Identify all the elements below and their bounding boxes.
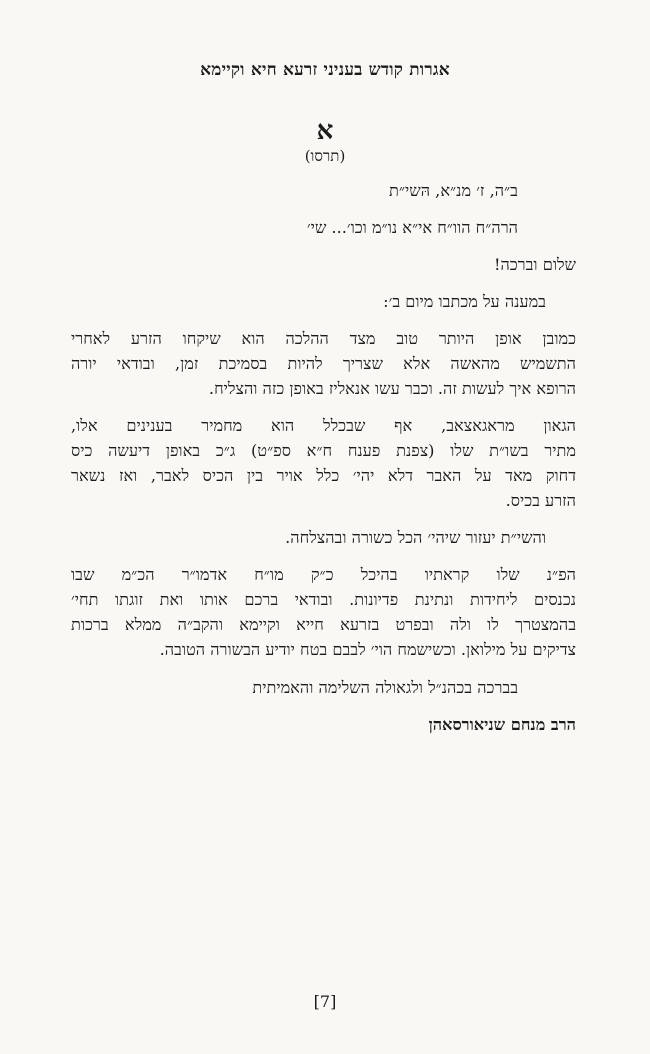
greeting: שלום וברכה! (493, 255, 576, 274)
addressee-line: הרה״ח הוו״ח אי״א נו״מ וכו׳... שי׳ (306, 218, 518, 237)
paragraph-line: צדיקים על מילואן. וכשישמח הוי׳ לבבם בטח יודיע הבשורה הטובה. (159, 640, 576, 659)
paragraph-line: הגאון מראגאצאב, אף שבכלל הוא מחמיר בענינים אלו, (71, 416, 576, 435)
paragraph-line: מתיר בשו״ת שלו (צפנת פענח ח״א ספ״ט) ג״כ באופן דיעשה כיס (71, 441, 576, 460)
letter-body (71, 178, 576, 737)
blessing-line: והשי״ת יעזור שיהי׳ הכל כשורה ובהצלחה. (285, 528, 546, 547)
paragraph-line: הזרע בכיס. (505, 491, 576, 510)
opening-line: במענה על מכתבו מיום ב׳: (383, 292, 546, 311)
page-number: [7] (313, 992, 337, 1011)
letter-number: א (316, 116, 334, 146)
paragraph-line: דחוק מאד על האבר דלא יהי׳ כלל אויר בין הכיס לאבר, ואז נשאר (71, 466, 576, 485)
letter-year: (תרסו) (304, 147, 346, 165)
paragraph-line: התשמיש מהאשה אלא שצריך להיות בסמיכת זמן, ובודאי יורה (71, 354, 576, 373)
paragraph-line: נכנסים ליחידות ונתינת פדיונות. ובודאי ברכם אותו ואת זוגתו תחי׳ (71, 590, 576, 609)
paragraph-line: בהמצטרך לו ולה ובפרט בזרעא חייא וקיימא והקב״ה ממלא ברכות (71, 615, 576, 634)
paragraph-line: הרופא איך לעשות זה. וכבר עשו אנאליז באופן כזה והצליח. (208, 379, 576, 398)
paragraph-line: כמובן אופן היותר טוב מצד ההלכה הוא שיקחו הזרע לאחרי (71, 329, 576, 348)
paragraph-1 (71, 326, 576, 401)
signature: הרב מנחם שניאורסאהן (428, 715, 576, 734)
paragraph-2 (71, 413, 576, 513)
paragraph-3 (71, 562, 576, 662)
running-header: אגרות קודש בעניני זרעא חיא וקיימא (200, 60, 450, 80)
paragraph-line: הפ״נ שלו קראתיו בהיכל כ״ק מו״ח אדמו״ר הכ״מ שבו (71, 565, 576, 584)
closing-line: בברכה בכהנ״ל ולגאולה השלימה והאמיתית (252, 678, 518, 697)
date-line: ב״ה, ז׳ מנ״א, הּשי״ת (388, 181, 518, 200)
